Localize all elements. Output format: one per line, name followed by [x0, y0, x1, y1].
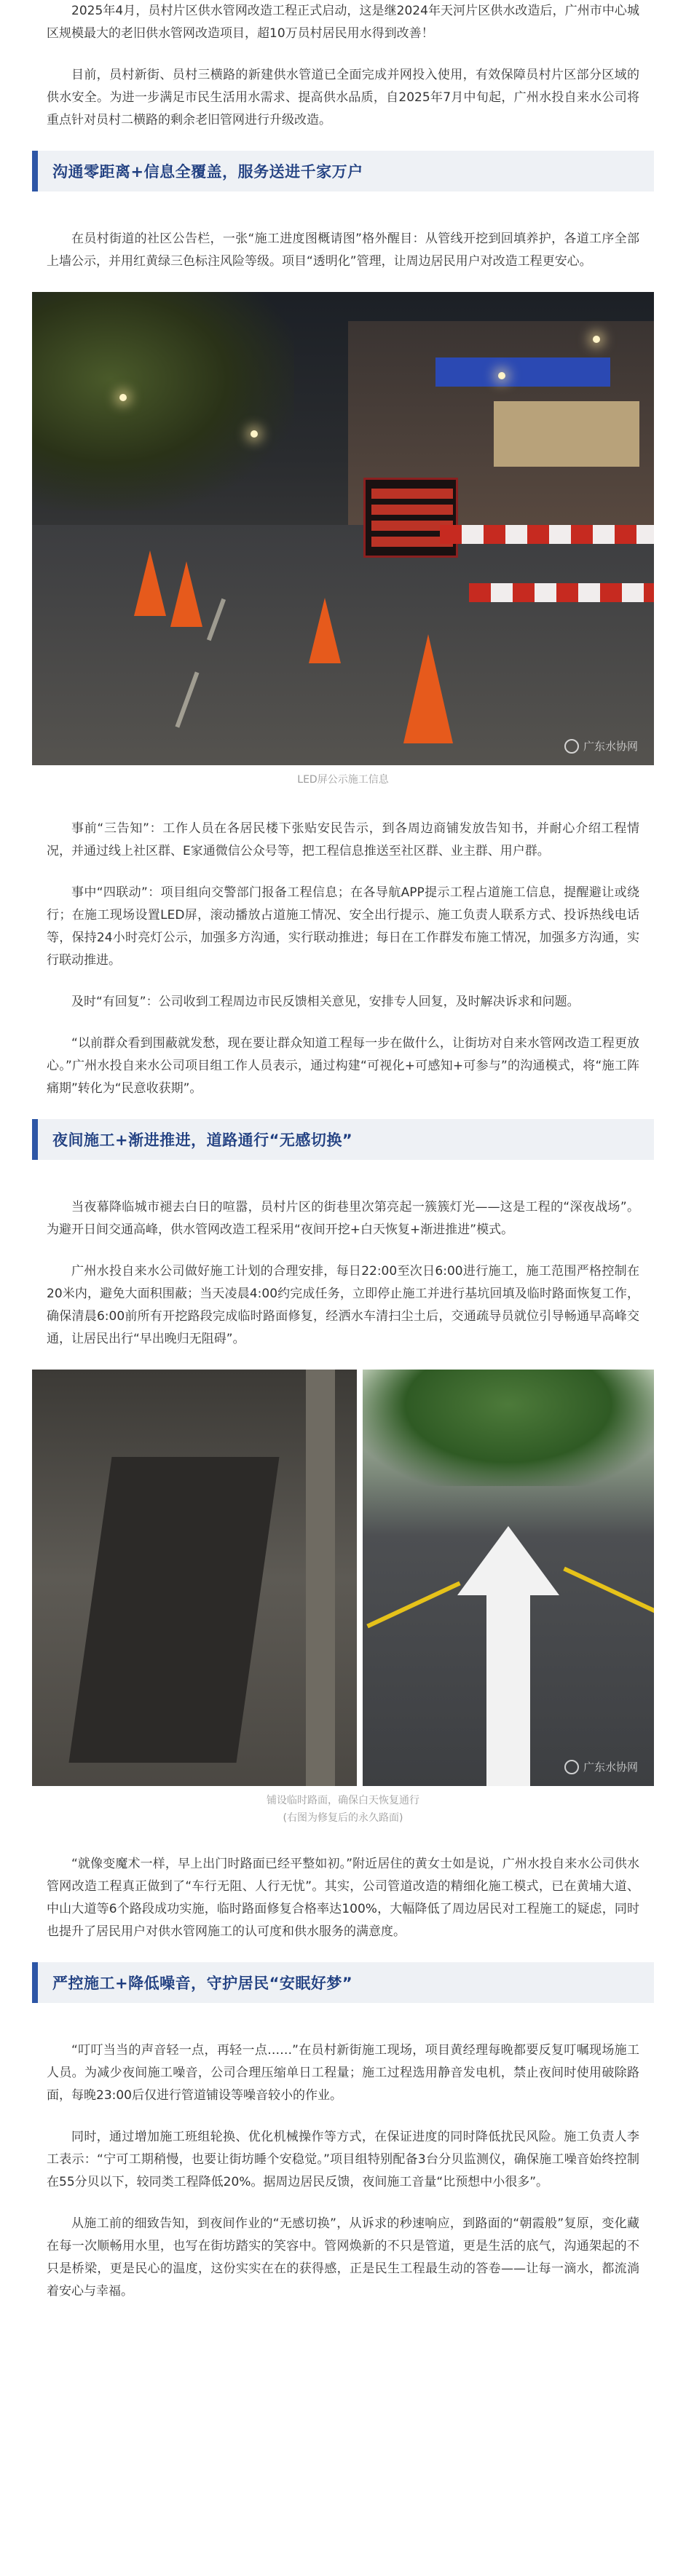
section2-paragraph-1: 当夜幕降临城市褪去白日的喧嚣，员村片区的街巷里次第亮起一簇簇灯光——这是工程的“深夜战场”。为避开日间交通高峰，供水管网改造工程采用“夜间开挖+白天恢复+渐进推进”模式。 [47, 1200, 639, 1237]
section-heading-night-work [32, 1119, 654, 1160]
intro-paragraph-2: 目前，员村新街、员村三横路的新建供水管道已全面完成并网投入使用，有效保障员村片区部分区域的供水安全。为进一步满足市民生活用水需求、提高供水品质，自2025年7月中旬起，广州水投自来水公司将重点针对员村二横路的剩余老旧管网进行升级改造。 [47, 68, 639, 127]
led-display-board [363, 478, 458, 558]
section-title: 严控施工+降低噪音，守护居民“安眠好梦” [52, 1975, 353, 1992]
photo-caption-line-2: (右图为修复后的永久路面) [283, 1812, 403, 1824]
section3-paragraph-1: “叮叮当当的声音轻一点，再轻一点……”在员村新街施工现场，项目黄经理每晚都要反复叮嘱现场施工人员。为减少夜间施工噪音，公司合理压缩单日工程量；施工过程选用静音发电机，禁止夜间时使用破除路面，每晚23:00后仅进行管道铺设等噪音较小的作业。 [47, 2043, 639, 2103]
section1-paragraph-1: 在员村街道的社区公告栏，一张“施工进度图概请图”格外醒目：从管线开挖到回填养护，各道工序全部上墙公示，并用红黄绿三色标注风险等级。项目“透明化”管理，让周边居民用户对改造工程更安心。 [47, 232, 639, 269]
section-heading-noise-control [32, 1962, 654, 2003]
section1-paragraph-3: 事中“四联动”：项目组向交警部门报备工程信息；在各导航APP提示工程占道施工信息，提醒避让或绕行；在施工现场设置LED屏，滚动播放占道施工情况、安全出行提示、施工负责人联系方式、投诉热线电话等，保持24小时亮灯公示，加强多方沟通，实行联动推进；每日在工作群发布施工情况，加强多方沟通，实行联动推进。 [47, 885, 639, 968]
section1-paragraph-5: “以前群众看到围蔽就发愁，现在要让群众知道工程每一步在做什么，让街坊对自来水管网改造工程更放心。”广州水投自来水公司项目组工作人员表示，通过构建“可视化+可感知+可参与”的沟通模式，将“施工阵痛期”转化为“民意收获期”。 [47, 1036, 639, 1096]
intro-paragraph-1: 2025年4月，员村片区供水管网改造工程正式启动，这是继2024年天河片区供水改造后，广州市中心城区规模最大的老旧供水管网改造项目，超10万员村居民用水得到改善！ [47, 4, 639, 41]
photo-caption [32, 1792, 654, 1827]
photo-before-after-road [32, 1370, 654, 1786]
section3-paragraph-3: 从施工前的细致告知，到夜间作业的“无感切换”，从诉求的秒速响应，到路面的“朝霞般”复原，变化藏在每一次顺畅用水里，也写在街坊踏实的笑容中。管网焕新的不只是管道，更是生活的底气，沟通架起的不只是桥梁，更是民心的温度，这份实实在在的获得感，正是民生工程最生动的答卷——让每一滴水，都流淌着安心与幸福。 [47, 2216, 639, 2299]
section1-paragraph-2: 事前“三告知”：工作人员在各居民楼下张贴安民告示，到各周边商铺发放告知书，并耐心介绍工程情况，并通过线上社区群、E家通微信公众号等，把工程信息推送至社区群、业主群、用户群。 [47, 821, 639, 858]
photo-night-construction-site [32, 292, 654, 765]
photo-caption: LED屏公示施工信息 [297, 774, 389, 786]
section-title: 夜间施工+渐进推进，道路通行“无感切换” [52, 1131, 353, 1149]
photo-watermark: 广东水协网 [564, 1759, 638, 1774]
section3-paragraph-2: 同时，通过增加施工班组轮换、优化机械操作等方式，在保证进度的同时降低扰民风险。施工负责人李工表示：“宁可工期稍慢，也要让街坊睡个安稳觉。”项目组特别配备3台分贝监测仪，确保施工噪音始终控制在55分贝以下，较同类工程降低20%。据周边居民反馈，夜间施工音量“比预想中小很多”。 [47, 2130, 639, 2189]
logo-icon [564, 1760, 579, 1774]
logo-icon [564, 739, 579, 754]
photo-temporary-road [32, 1370, 357, 1786]
figure-road-restoration [32, 1370, 654, 1827]
section-heading-communication [32, 151, 654, 191]
section1-paragraph-4: 及时“有回复”：公司收到工程周边市民反馈相关意见，安排专人回复，及时解决诉求和问题。 [71, 995, 580, 1009]
section-title: 沟通零距离+信息全覆盖，服务送进千家万户 [52, 163, 363, 181]
photo-caption-line-1: 铺设临时路面，确保白天恢复通行 [267, 1795, 419, 1806]
figure-led-screen [32, 292, 654, 789]
photo-watermark: 广东水协网 [564, 738, 638, 754]
section2-paragraph-3: “就像变魔术一样，早上出门时路面已经平整如初。”附近居住的黄女士如是说，广州水投自来水公司供水管网改造工程真正做到了“车行无阻、人行无忧”。其实，公司管道改造的精细化施工模式，已在黄埔大道、中山大道等6个路段成功实施，临时路面修复合格率达100%，大幅降低了周边居民对工程施工的疑虑，同时也提升了居民用户对供水管网施工的认可度和供水服务的满意度。 [47, 1857, 639, 1939]
photo-permanent-road [363, 1370, 654, 1786]
section2-paragraph-2: 广州水投自来水公司做好施工计划的合理安排，每日22:00至次日6:00进行施工，施工范围严格控制在20米内，避免大面积围蔽；当天凌晨4:00约完成任务，立即停止施工并进行基坑回填及临时路面恢复工作，确保清晨6:00前所有开挖路段完成临时路面修复，经洒水车清扫尘土后，交通疏导员就位引导畅通早高峰交通，让居民出行“早出晚归无阻碍”。 [47, 1264, 639, 1346]
road-arrow-icon [457, 1526, 559, 1595]
